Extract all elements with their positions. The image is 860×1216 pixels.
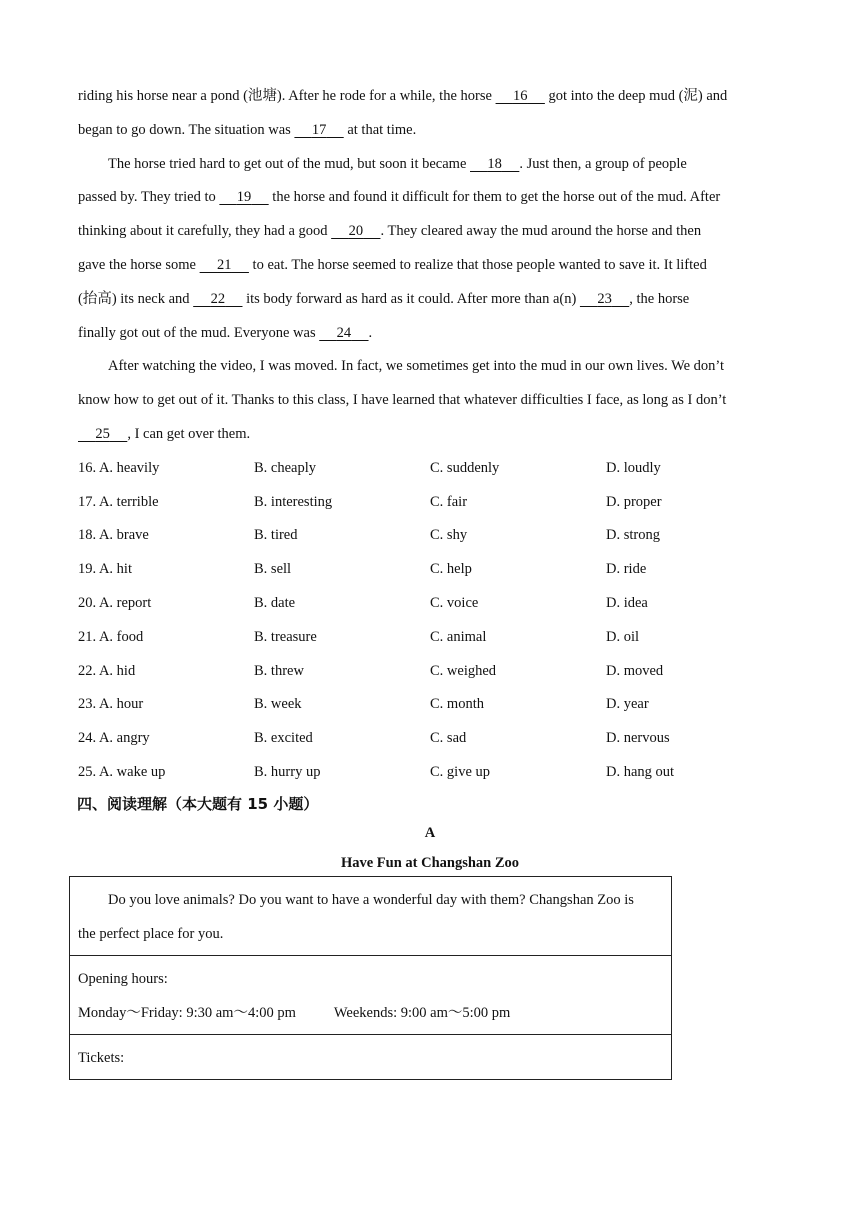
- option-b: B. week: [254, 696, 302, 713]
- option-c: C. animal: [430, 628, 487, 645]
- passage-line: [78, 283, 786, 317]
- passage-text: , I can get over them.: [127, 425, 251, 442]
- option-d: D. proper: [606, 493, 662, 510]
- option-d: D. strong: [606, 527, 660, 544]
- passage-line: [78, 114, 786, 148]
- passage-text: got into the deep mud (泥) and: [544, 88, 728, 104]
- passage-text: to eat. The horse seemed to realize that those people wanted to save it. It lifted: [248, 256, 707, 273]
- passage-text: The horse tried hard to get out of the mud, but soon it became: [108, 155, 471, 172]
- option-b: B. excited: [254, 730, 313, 747]
- passage-line: [78, 215, 786, 249]
- option-c: C. suddenly: [430, 459, 500, 476]
- option-row-22: [78, 655, 786, 689]
- passage-text: . Just then, a group of people: [519, 155, 687, 172]
- blank-21: 21: [217, 256, 232, 273]
- answer-options: [78, 452, 786, 790]
- option-c: C. voice: [430, 594, 479, 611]
- option-a: 18. A. brave: [78, 527, 149, 544]
- passage-text: , the horse: [629, 290, 690, 307]
- passage-text: at that time.: [343, 121, 417, 138]
- intro-cell: [70, 877, 671, 956]
- passage-text: began to go down. The situation was: [78, 121, 295, 138]
- option-a: 21. A. food: [78, 628, 144, 645]
- option-a: 17. A. terrible: [78, 493, 159, 510]
- option-row-25: [78, 756, 786, 790]
- option-c: C. shy: [430, 527, 468, 544]
- option-row-19: [78, 553, 786, 587]
- tickets-label: Tickets:: [78, 1050, 125, 1066]
- blank-17: 17: [311, 121, 327, 138]
- weekday-hours: Monday～Friday: 9:30 am～4:00 pm: [78, 1005, 296, 1021]
- option-d: D. idea: [606, 594, 648, 611]
- option-d: D. moved: [606, 662, 664, 679]
- option-row-24: [78, 722, 786, 756]
- option-c: C. weighed: [430, 662, 497, 679]
- passage-text: the horse and found it difficult for them to get the horse out of the mud. After: [268, 189, 721, 206]
- blank-22: 22: [210, 290, 226, 307]
- passage-text: finally got out of the mud. Everyone was: [78, 324, 320, 341]
- option-c: C. help: [430, 561, 472, 578]
- option-d: D. nervous: [606, 730, 670, 747]
- hours-cell: [70, 956, 671, 1035]
- blank-25: 25: [95, 425, 110, 442]
- option-row-23: [78, 688, 786, 722]
- passage-line: [78, 418, 786, 452]
- passage-text: passed by. They tried to: [78, 189, 220, 206]
- option-a: 19. A. hit: [78, 561, 132, 578]
- option-row-21: [78, 621, 786, 655]
- blank-23: 23: [597, 290, 612, 307]
- tickets-cell: [70, 1035, 671, 1079]
- option-d: D. year: [606, 696, 649, 713]
- passage-text: . They cleared away the mud around the horse and then: [380, 223, 702, 240]
- passage-line: [78, 80, 786, 114]
- option-c: C. fair: [430, 493, 468, 510]
- zoo-info-box: [69, 876, 672, 1080]
- option-c: C. give up: [430, 763, 491, 780]
- option-b: B. sell: [254, 561, 292, 578]
- option-a: 25. A. wake up: [78, 763, 166, 780]
- passage-line: [78, 148, 786, 182]
- passage-line: [78, 181, 786, 215]
- hours-line: [78, 996, 663, 1030]
- option-row-16: [78, 452, 786, 486]
- blank-24: 24: [336, 324, 352, 341]
- option-a: 23. A. hour: [78, 696, 144, 713]
- option-b: B. cheaply: [254, 459, 317, 476]
- option-b: B. hurry up: [254, 763, 321, 780]
- passage-text: (抬高) its neck and: [78, 290, 194, 307]
- passage-text: .: [368, 324, 373, 341]
- blank-18: 18: [487, 155, 502, 172]
- option-c: C. sad: [430, 730, 467, 747]
- option-d: D. ride: [606, 561, 647, 578]
- passage-text: thinking about it carefully, they had a good: [78, 223, 332, 240]
- option-row-18: [78, 519, 786, 553]
- hours-label: Opening hours:: [78, 971, 168, 987]
- passage-text: its body forward as hard as it could. After more than a(n): [242, 290, 580, 307]
- option-a: 16. A. heavily: [78, 459, 160, 476]
- passage-line: [78, 384, 786, 418]
- option-row-17: [78, 486, 786, 520]
- passage-text: gave the horse some: [78, 256, 200, 273]
- option-a: 20. A. report: [78, 594, 152, 611]
- intro-line: Do you love animals? Do you want to have a wonderful day with them? Changshan Zoo is: [108, 892, 634, 908]
- blank-19: 19: [236, 189, 252, 206]
- passage-text: After watching the video, I was moved. In fact, we sometimes get into the mud in our own lives. We don’t: [108, 358, 725, 375]
- option-b: B. tired: [254, 527, 298, 544]
- option-d: D. hang out: [606, 763, 675, 780]
- passage-line: [78, 350, 786, 384]
- option-b: B. threw: [254, 662, 304, 679]
- option-b: B. date: [254, 594, 296, 611]
- passage-line: [78, 249, 786, 283]
- option-a: 22. A. hid: [78, 662, 136, 679]
- intro-line: the perfect place for you.: [78, 926, 224, 942]
- option-b: B. interesting: [254, 493, 333, 510]
- option-d: D. loudly: [606, 459, 661, 476]
- passage-line: [78, 317, 786, 351]
- blank-16: 16: [512, 88, 528, 104]
- option-row-20: [78, 587, 786, 621]
- weekend-hours: Weekends: 9:00 am～5:00 pm: [333, 1005, 511, 1021]
- cloze-passage: [78, 80, 786, 878]
- passage-text: riding his horse near a pond (池塘). After he rode for a while, the horse: [78, 88, 496, 104]
- option-c: C. month: [430, 696, 484, 713]
- option-d: D. oil: [606, 628, 640, 645]
- option-b: B. treasure: [254, 628, 317, 645]
- passage-text: know how to get out of it. Thanks to this class, I have learned that whatever difficulties I face, as long as I don’t: [78, 392, 727, 409]
- section-heading: 四、阅读理解（本大题有 15 小题）: [77, 794, 319, 813]
- passage-title: Have Fun at Changshan Zoo: [340, 854, 520, 871]
- option-a: 24. A. angry: [78, 730, 150, 747]
- blank-20: 20: [348, 223, 364, 240]
- passage-letter: A: [424, 824, 436, 841]
